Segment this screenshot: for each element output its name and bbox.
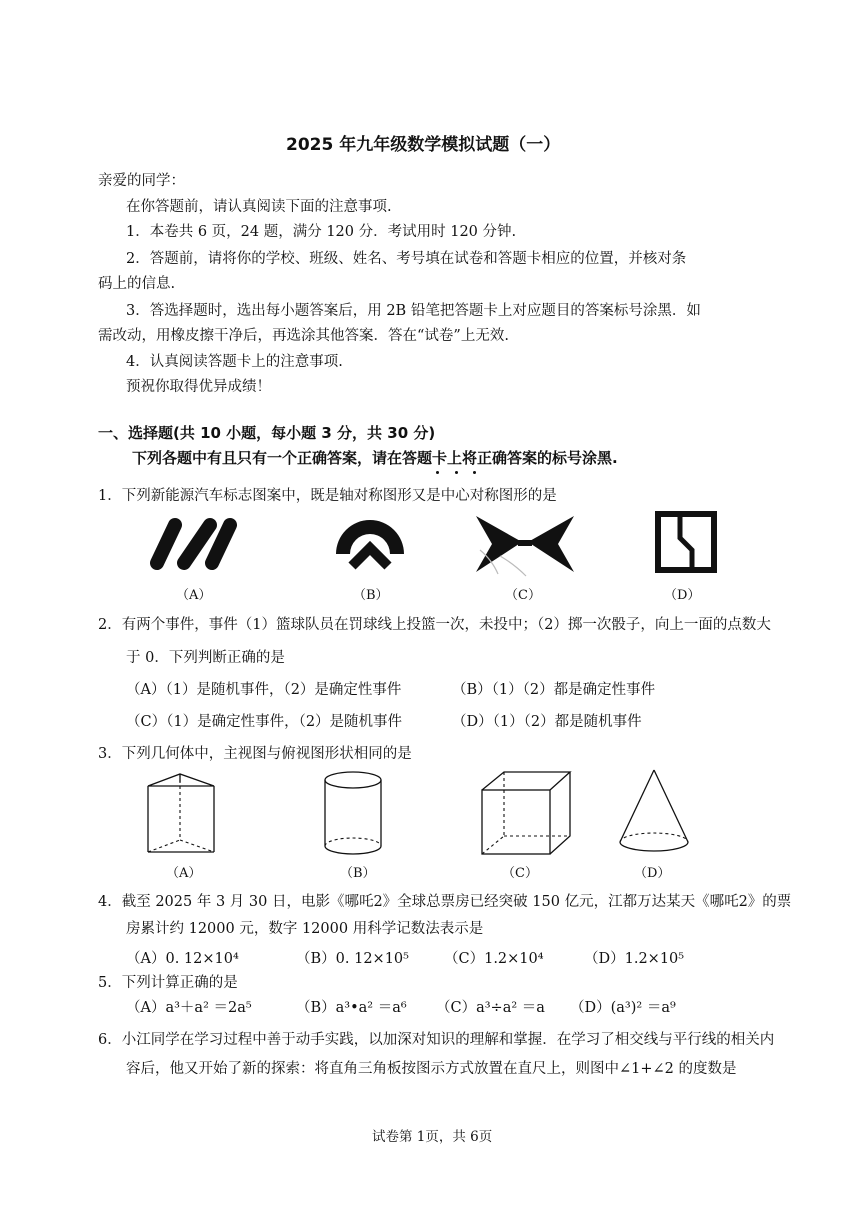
emphasis-dot [436, 471, 439, 474]
logo-a-image [148, 512, 240, 576]
notice-item-4: 4．认真阅读答题卡上的注意事项. [126, 354, 343, 370]
q4-option-a: （A）0. 12×10⁴ [126, 951, 239, 967]
notice-item-2: 2．答题前，请将你的学校、班级、姓名、考号填在试卷和答题卡相应的位置，并核对条 [126, 251, 687, 267]
q4-option-c: （C）1.2×10⁴ [444, 951, 544, 967]
logo-b-image [330, 510, 410, 576]
q2-stem-cont: 于 0．下列判断正确的是 [126, 650, 285, 666]
q2-option-c: （C）（1）是确定性事件，（2）是随机事件 [126, 714, 403, 730]
q1-stem: 1．下列新能源汽车标志图案中，既是轴对称图形又是中心对称图形的是 [98, 488, 557, 504]
q4-stem: 4．截至 2025 年 3 月 30 日，电影《哪吒2》全球总票房已经突破 150 亿元，江都万达某天《哪吒2》的票 [98, 894, 792, 910]
logo-c-image [470, 510, 580, 580]
emphasis-dot [455, 471, 458, 474]
q5-stem: 5．下列计算正确的是 [98, 975, 238, 991]
notice-item-3-cont: 需改动，用橡皮擦干净后，再选涂其他答案．答在“试卷”上无效. [98, 328, 509, 344]
q5-option-c: （C）a³÷a² ＝a [436, 1000, 545, 1016]
q1-label-d: （D） [664, 588, 701, 603]
q5-option-a: （A）a³＋a² ＝2a⁵ [126, 1000, 252, 1016]
q2-option-a: （A）（1）是随机事件，（2）是确定性事件 [126, 682, 402, 698]
q2-stem: 2．有两个事件，事件（1）篮球队员在罚球线上投篮一次，未投中；（2）掷一次骰子，向上一面的点数大 [98, 617, 771, 633]
q3-label-b: （B） [340, 866, 376, 881]
q5-option-b: （B）a³•a² ＝a⁶ [296, 1000, 407, 1016]
greeting: 亲爱的同学： [98, 173, 185, 189]
page-footer: 试卷第 1页，共 6页 [372, 1129, 493, 1145]
q1-label-c: （C） [505, 588, 541, 603]
q2-option-b: （B）（1）（2）都是确定性事件 [452, 682, 656, 698]
notice-lead: 在你答题前，请认真阅读下面的注意事项. [126, 199, 392, 215]
q5-option-d: （D）(a³)² ＝a⁹ [570, 1000, 676, 1016]
q4-option-b: （B）0. 12×10⁵ [296, 951, 409, 967]
emphasis-dot [473, 471, 476, 474]
cube-image [476, 768, 576, 860]
section-heading: 一、选择题(共 10 小题，每小题 3 分，共 30 分) [98, 424, 436, 442]
q4-stem-cont: 房累计约 12000 元，数字 12000 用科学记数法表示是 [126, 921, 484, 937]
q1-label-a: （A） [176, 588, 212, 603]
section-instruction: 下列各题中有且只有一个正确答案，请在答题卡上将正确答案的标号涂黑. [132, 449, 618, 467]
cylinder-image [318, 768, 388, 860]
q6-stem-cont: 容后，他又开始了新的探索：将直角三角板按图示方式放置在直尺上，则图中∠1+∠2 的度数是 [126, 1061, 737, 1077]
notice-item-2-cont: 码上的信息. [98, 276, 176, 292]
q6-stem: 6．小江同学在学习过程中善于动手实践，以加深对知识的理解和掌握．在学习了相交线与平行线的相关内 [98, 1032, 775, 1048]
page-title: 2025 年九年级数学模拟试题（一） [286, 135, 561, 155]
wish-text: 预祝你取得优异成绩！ [126, 379, 271, 395]
q3-label-c: （C） [502, 866, 538, 881]
q4-option-d: （D）1.2×10⁵ [584, 951, 685, 967]
q3-label-a: （A） [166, 866, 202, 881]
q3-stem: 3．下列几何体中，主视图与俯视图形状相同的是 [98, 746, 412, 762]
logo-d-image [654, 510, 718, 574]
q3-label-d: （D） [634, 866, 671, 881]
notice-item-1: 1．本卷共 6 页，24 题，满分 120 分．考试用时 120 分钟. [126, 224, 517, 240]
cone-image [614, 766, 694, 860]
triangular-prism-image [140, 770, 220, 860]
q1-label-b: （B） [353, 588, 389, 603]
notice-item-3: 3．答选择题时，选出每小题答案后，用 2B 铅笔把答题卡上对应题目的答案标号涂黑．如 [126, 303, 701, 319]
q2-option-d: （D）（1）（2）都是随机事件 [452, 714, 642, 730]
